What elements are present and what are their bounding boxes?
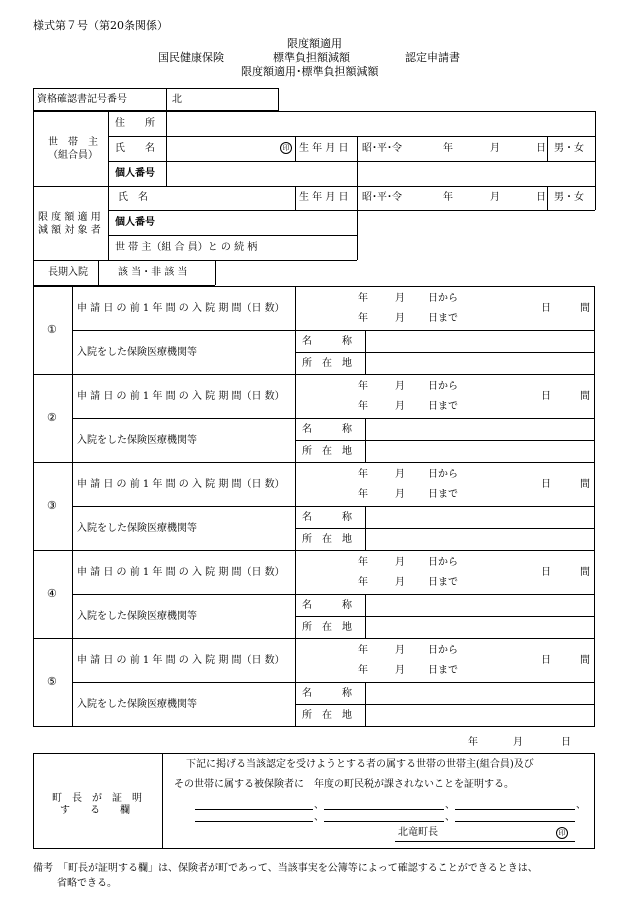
- householder-name-label: 氏 名: [115, 143, 155, 154]
- period-from-month: 月: [395, 381, 405, 392]
- target-month: 月: [490, 192, 500, 203]
- period-number: ②: [47, 411, 57, 424]
- period-days: 日: [541, 303, 551, 314]
- period-number: ③: [47, 499, 57, 512]
- period-days: 日: [541, 391, 551, 402]
- period-kan: 間: [580, 655, 590, 666]
- target-gender[interactable]: 男・女: [554, 192, 584, 203]
- institution-label: 入院をした保険医療機関等: [77, 435, 197, 446]
- title-bottom: 限度額適用･標準負担額減額: [241, 65, 379, 78]
- form-number: 様式第７号（第20条関係）: [33, 19, 168, 32]
- institution-address-label: 所 在 地: [302, 446, 352, 457]
- institution-address-label: 所 在 地: [302, 622, 352, 633]
- institution-address-label: 所 在 地: [302, 534, 352, 545]
- date-month: 月: [513, 737, 523, 748]
- householder-year: 年: [443, 143, 453, 154]
- target-label-1: 限 度 額 適 用: [38, 212, 101, 223]
- period-label: 申 請 日 の 前 1 年 間 の 入 院 期 間（日 数）: [77, 479, 285, 490]
- period-to-day: 日まで: [428, 577, 458, 588]
- period-to-year: 年: [358, 489, 368, 500]
- target-mynumber-label: 個人番号: [115, 217, 155, 228]
- period-from-month: 月: [395, 557, 405, 568]
- period-label: 申 請 日 の 前 1 年 間 の 入 院 期 間（日 数）: [77, 391, 285, 402]
- period-to-month: 月: [395, 577, 405, 588]
- period-to-year: 年: [358, 665, 368, 676]
- institution-label: 入院をした保険医療機関等: [77, 347, 197, 358]
- period-from-month: 月: [395, 469, 405, 480]
- seal-icon: 印: [280, 142, 292, 154]
- date-year: 年: [468, 737, 478, 748]
- target-era[interactable]: 昭･平･令: [362, 192, 402, 203]
- period-days: 日: [541, 655, 551, 666]
- period-days: 日: [541, 479, 551, 490]
- period-from-year: 年: [358, 469, 368, 480]
- title-left: 国民健康保険: [158, 51, 224, 64]
- period-from-year: 年: [358, 293, 368, 304]
- period-from-day: 日から: [428, 557, 458, 568]
- comma: 、: [314, 812, 324, 823]
- institution-name-label: 名 称: [302, 688, 352, 699]
- period-label: 申 請 日 の 前 1 年 間 の 入 院 期 間（日 数）: [77, 655, 285, 666]
- period-from-month: 月: [395, 645, 405, 656]
- householder-day: 日: [536, 143, 546, 154]
- householder-dob-label: 生 年 月 日: [299, 143, 349, 154]
- householder-label-2: （組合員）: [48, 150, 98, 161]
- period-from-year: 年: [358, 381, 368, 392]
- comma: 、: [445, 812, 455, 823]
- householder-gender[interactable]: 男・女: [554, 143, 584, 154]
- qualification-value[interactable]: 北: [172, 94, 182, 105]
- date-day: 日: [561, 737, 571, 748]
- long-term-value[interactable]: 該 当・非 該 当: [118, 267, 188, 278]
- period-to-day: 日まで: [428, 489, 458, 500]
- period-to-year: 年: [358, 401, 368, 412]
- period-to-day: 日まで: [428, 665, 458, 676]
- period-to-year: 年: [358, 313, 368, 324]
- period-from-day: 日から: [428, 381, 458, 392]
- cert-label-1: 町 長 が 証 明: [52, 793, 142, 804]
- target-relation-label: 世 帯 主（組 合 員）と の 続 柄: [115, 242, 258, 253]
- period-from-day: 日から: [428, 469, 458, 480]
- period-to-day: 日まで: [428, 401, 458, 412]
- householder-label-1: 世 帯 主: [48, 137, 98, 148]
- cert-text-2: その世帯に属する被保険者に 年度の町民税が課されないことを証明する。: [174, 779, 514, 790]
- institution-label: 入院をした保険医療機関等: [77, 699, 197, 710]
- cert-text-1: 下記に掲げる当該認定を受けようとする者の属する世帯の世帯主(組合員)及び: [186, 759, 534, 770]
- target-dob-label: 生 年 月 日: [299, 192, 349, 203]
- period-to-month: 月: [395, 489, 405, 500]
- institution-address-label: 所 在 地: [302, 358, 352, 369]
- period-number: ①: [47, 323, 57, 336]
- target-label-2: 減 額 対 象 者: [38, 225, 101, 236]
- institution-label: 入院をした保険医療機関等: [77, 523, 197, 534]
- title-right: 認定申請書: [405, 51, 460, 64]
- period-from-day: 日から: [428, 293, 458, 304]
- period-from-day: 日から: [428, 645, 458, 656]
- institution-label: 入院をした保険医療機関等: [77, 611, 197, 622]
- period-label: 申 請 日 の 前 1 年 間 の 入 院 期 間（日 数）: [77, 303, 285, 314]
- institution-name-label: 名 称: [302, 600, 352, 611]
- period-kan: 間: [580, 479, 590, 490]
- period-kan: 間: [580, 567, 590, 578]
- period-label: 申 請 日 の 前 1 年 間 の 入 院 期 間（日 数）: [77, 567, 285, 578]
- qualification-label: 資格確認書記号番号: [37, 94, 127, 105]
- period-to-month: 月: [395, 313, 405, 324]
- householder-era[interactable]: 昭･平･令: [362, 143, 402, 154]
- note-line-1: 備考 「町長が証明する欄」は、保険者が町であって、当該事実を公簿等によって確認することができるときは、: [33, 863, 538, 874]
- householder-mynumber-label: 個人番号: [115, 168, 155, 179]
- target-name-label: 氏 名: [118, 192, 148, 203]
- period-from-year: 年: [358, 645, 368, 656]
- period-to-month: 月: [395, 665, 405, 676]
- period-from-month: 月: [395, 293, 405, 304]
- period-from-year: 年: [358, 557, 368, 568]
- period-number: ④: [47, 587, 57, 600]
- period-kan: 間: [580, 391, 590, 402]
- comma: 、: [314, 800, 324, 811]
- institution-address-label: 所 在 地: [302, 710, 352, 721]
- householder-month: 月: [490, 143, 500, 154]
- householder-address-label: 住 所: [115, 118, 155, 129]
- cert-label-2: す る 欄: [60, 805, 130, 816]
- institution-name-label: 名 称: [302, 512, 352, 523]
- title-top: 限度額適用: [287, 37, 342, 50]
- period-kan: 間: [580, 303, 590, 314]
- comma: 、: [445, 800, 455, 811]
- target-day: 日: [536, 192, 546, 203]
- period-days: 日: [541, 567, 551, 578]
- long-term-label: 長期入院: [48, 267, 88, 278]
- comma: 、: [576, 800, 586, 811]
- mayor-label: 北竜町長: [398, 827, 438, 838]
- mayor-seal-icon: 印: [556, 827, 568, 839]
- institution-name-label: 名 称: [302, 336, 352, 347]
- institution-name-label: 名 称: [302, 424, 352, 435]
- target-year: 年: [443, 192, 453, 203]
- title-mid: 標準負担額減額: [273, 51, 350, 64]
- note-line-2: 省略できる。: [57, 878, 117, 889]
- period-number: ⑤: [47, 675, 57, 688]
- period-to-month: 月: [395, 401, 405, 412]
- period-to-year: 年: [358, 577, 368, 588]
- period-to-day: 日まで: [428, 313, 458, 324]
